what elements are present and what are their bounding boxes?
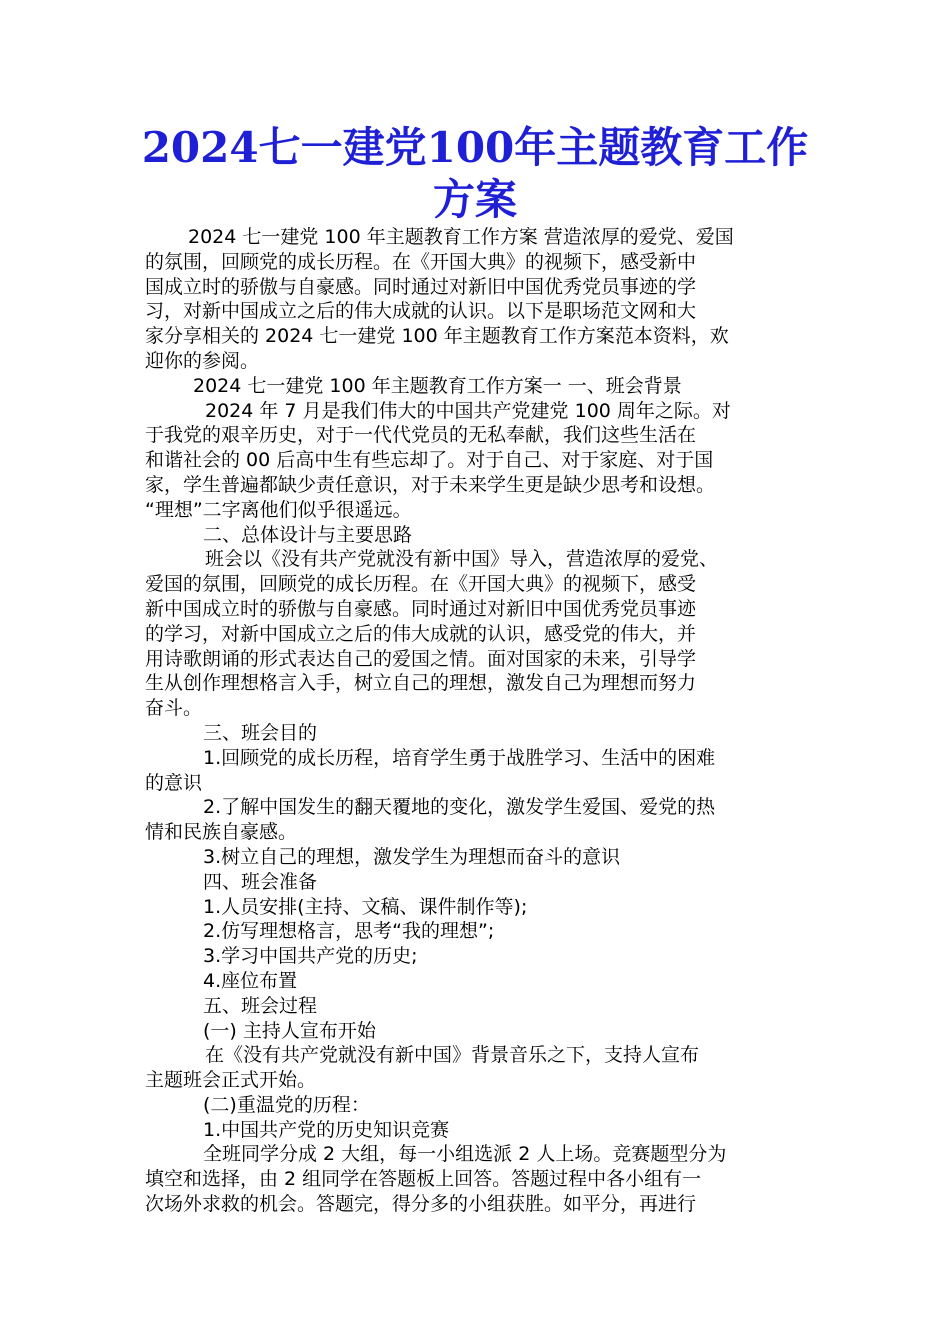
text-line: 家，学生普遍都缺少责任意识，对于未来学生更是缺少思考和设想。 bbox=[145, 473, 716, 496]
text-line: (一) 主持人宣布开始 bbox=[203, 1019, 376, 1042]
text-line: 2.仿写理想格言，思考“我的理想”; bbox=[203, 920, 495, 943]
text-line: (二)重温党的历程： bbox=[203, 1093, 370, 1116]
text-line: “理想”二字离他们似乎很遥远。 bbox=[145, 498, 412, 521]
text-line: 爱国的氛围，回顾党的成长历程。在《开国大典》的视频下，感受 bbox=[145, 573, 697, 596]
text-line: 三、班会目的 bbox=[203, 721, 318, 744]
title-line-1: 2024七一建党100年主题教育工作 bbox=[141, 123, 809, 172]
text-line: 二、总体设计与主要思路 bbox=[203, 523, 413, 546]
text-line: 在《没有共产党就没有新中国》背景音乐之下，支持人宣布 bbox=[205, 1044, 700, 1067]
text-line: 2024 七一建党 100 年主题教育工作方案 营造浓厚的爱党、爱国 bbox=[188, 226, 734, 248]
text-line: 国成立时的骄傲与自豪感。同时通过对新旧中国优秀党员事迹的学 bbox=[145, 275, 697, 298]
text-line: 家分享相关的 2024 七一建党 100 年主题教育工作方案范本资料，欢 bbox=[145, 325, 729, 348]
text-line: 四、班会准备 bbox=[203, 870, 318, 893]
text-line: 迎你的参阅。 bbox=[145, 349, 260, 372]
text-line: 于我党的艰辛历史，对于一代代党员的无私奉献，我们这些生活在 bbox=[145, 424, 697, 447]
text-line: 的氛围，回顾党的成长历程。在《开国大典》的视频下，感受新中 bbox=[145, 250, 697, 273]
text-line: 的意识 bbox=[145, 771, 203, 794]
text-line: 全班同学分成 2 大组，每一小组选派 2 人上场。竞赛题型分为 bbox=[203, 1143, 727, 1166]
text-line: 2024 年 7 月是我们伟大的中国共产党建党 100 周年之际。对 bbox=[205, 399, 731, 422]
text-line: 填空和选择，由 2 组同学在答题板上回答。答题过程中各小组有一 bbox=[145, 1168, 702, 1191]
document-body bbox=[145, 225, 810, 1217]
text-line: 班会以《没有共产党就没有新中国》导入，营造浓厚的爱党、 bbox=[205, 548, 719, 571]
text-line: 奋斗。 bbox=[145, 697, 203, 720]
text-line: 3.树立自己的理想，激发学生为理想而奋斗的意识 bbox=[203, 845, 621, 868]
text-line: 的学习，对新中国成立之后的伟大成就的认识，感受党的伟大，并 bbox=[145, 622, 697, 645]
text-line: 情和民族自豪感。 bbox=[145, 821, 298, 844]
text-line: 2024 七一建党 100 年主题教育工作方案一 一、班会背景 bbox=[193, 374, 682, 397]
text-line: 生从创作理想格言入手，树立自己的理想，激发自己为理想而努力 bbox=[145, 672, 697, 695]
text-line: 五、班会过程 bbox=[203, 994, 318, 1017]
text-line: 主题班会正式开始。 bbox=[145, 1069, 317, 1092]
text-line: 1.人员安排(主持、文稿、课件制作等); bbox=[203, 895, 528, 918]
text-line: 2.了解中国发生的翻天覆地的变化，激发学生爱国、爱党的热 bbox=[203, 796, 716, 819]
title-line-2: 方案 bbox=[432, 175, 517, 224]
text-line: 3.学习中国共产党的历史; bbox=[203, 945, 418, 968]
text-line: 1.回顾党的成长历程，培育学生勇于战胜学习、生活中的困难 bbox=[203, 746, 716, 769]
text-line: 新中国成立时的骄傲与自豪感。同时通过对新旧中国优秀党员事迹 bbox=[145, 597, 697, 620]
text-line: 用诗歌朗诵的形式表达自己的爱国之情。面对国家的未来，引导学 bbox=[145, 647, 697, 670]
text-line: 4.座位布置 bbox=[203, 969, 298, 992]
text-line: 1.中国共产党的历史知识竞赛 bbox=[203, 1118, 450, 1141]
text-line: 和谐社会的 00 后高中生有些忘却了。对于自己、对于家庭、对于国 bbox=[145, 449, 714, 472]
document-title bbox=[0, 122, 950, 226]
text-line: 次场外求救的机会。答题完，得分多的小组获胜。如平分，再进行 bbox=[145, 1193, 697, 1216]
text-line: 习，对新中国成立之后的伟大成就的认识。以下是职场范文网和大 bbox=[145, 300, 697, 323]
